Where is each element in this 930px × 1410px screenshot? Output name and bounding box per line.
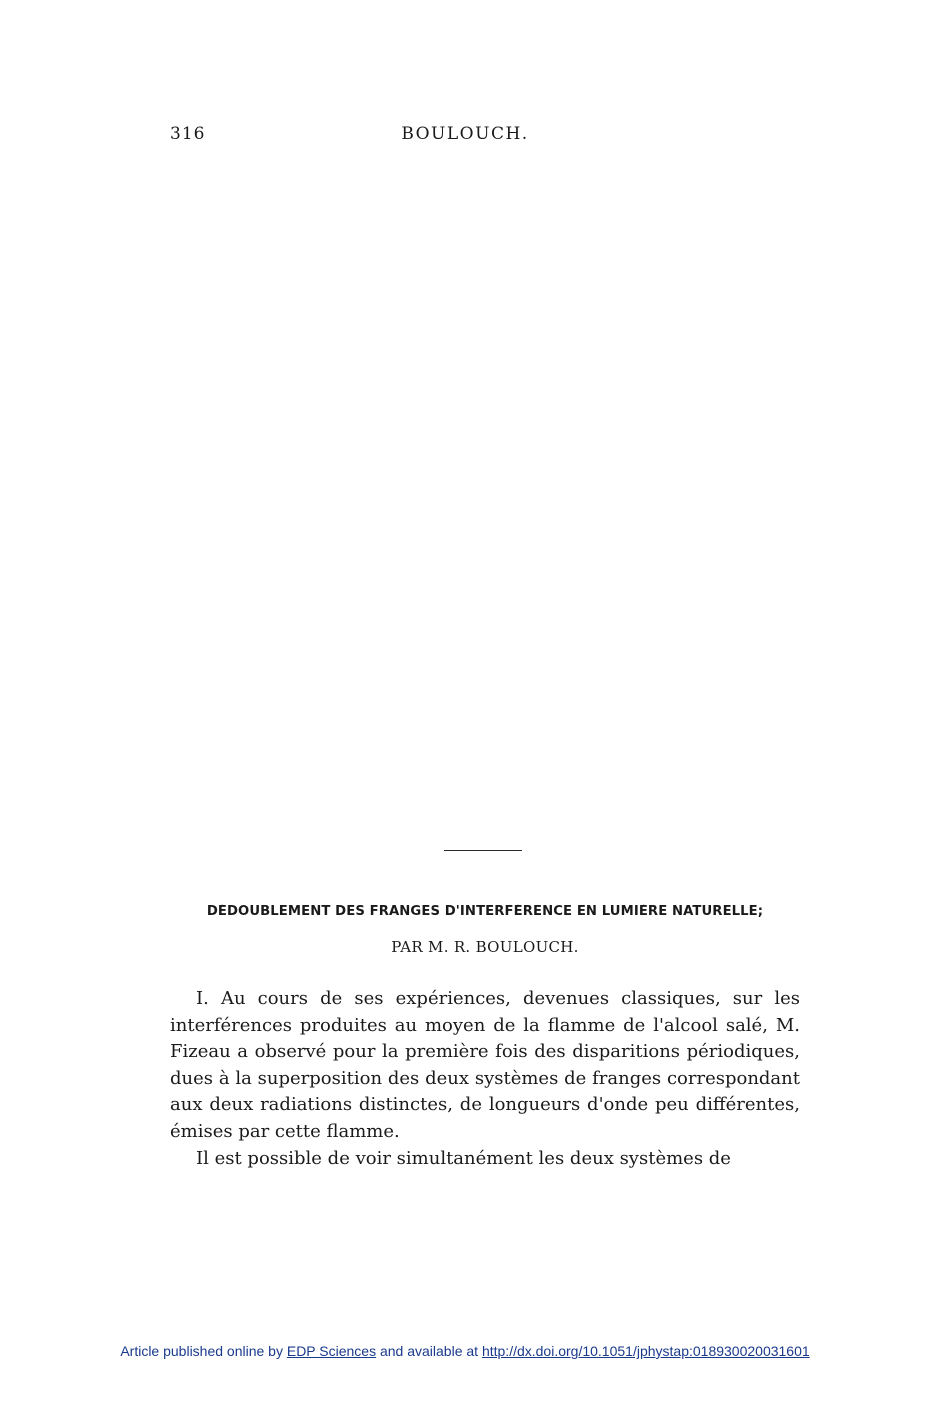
publisher-link[interactable]: EDP Sciences bbox=[286, 1343, 377, 1359]
page-number: 316 bbox=[170, 124, 206, 144]
article-title: DÉDOUBLEMENT DES FRANGES D'INTERFÉRENCE EN LUMIÈRE NATURELLE; bbox=[206, 904, 764, 919]
paragraph: Il est possible de voir simultanément les deux systèmes de bbox=[196, 1147, 731, 1169]
section-divider bbox=[444, 850, 522, 851]
publication-footer bbox=[0, 1343, 930, 1359]
doi-link[interactable]: http://dx.doi.org/10.1051/jphystap:018930020031601 bbox=[481, 1343, 810, 1359]
footer-middle: and available at bbox=[376, 1343, 482, 1359]
footer-prefix: Article published online by bbox=[120, 1343, 287, 1359]
paragraph: I. Au cours de ses expériences, devenues classiques, sur les interférences produites au moyen de la flamme de l'alcool salé, M. Fizeau a observé pour la première fois des disparitions périodiques, dues à la superposition des deux systèmes de franges correspondant aux deux radiations distinctes, de longueurs d'onde peu différentes, émises par cette flamme. bbox=[170, 988, 800, 1142]
article-byline: PAR M. R. BOULOUCH. bbox=[391, 938, 579, 956]
article-body bbox=[170, 986, 800, 1172]
running-head: BOULOUCH. bbox=[401, 124, 529, 144]
